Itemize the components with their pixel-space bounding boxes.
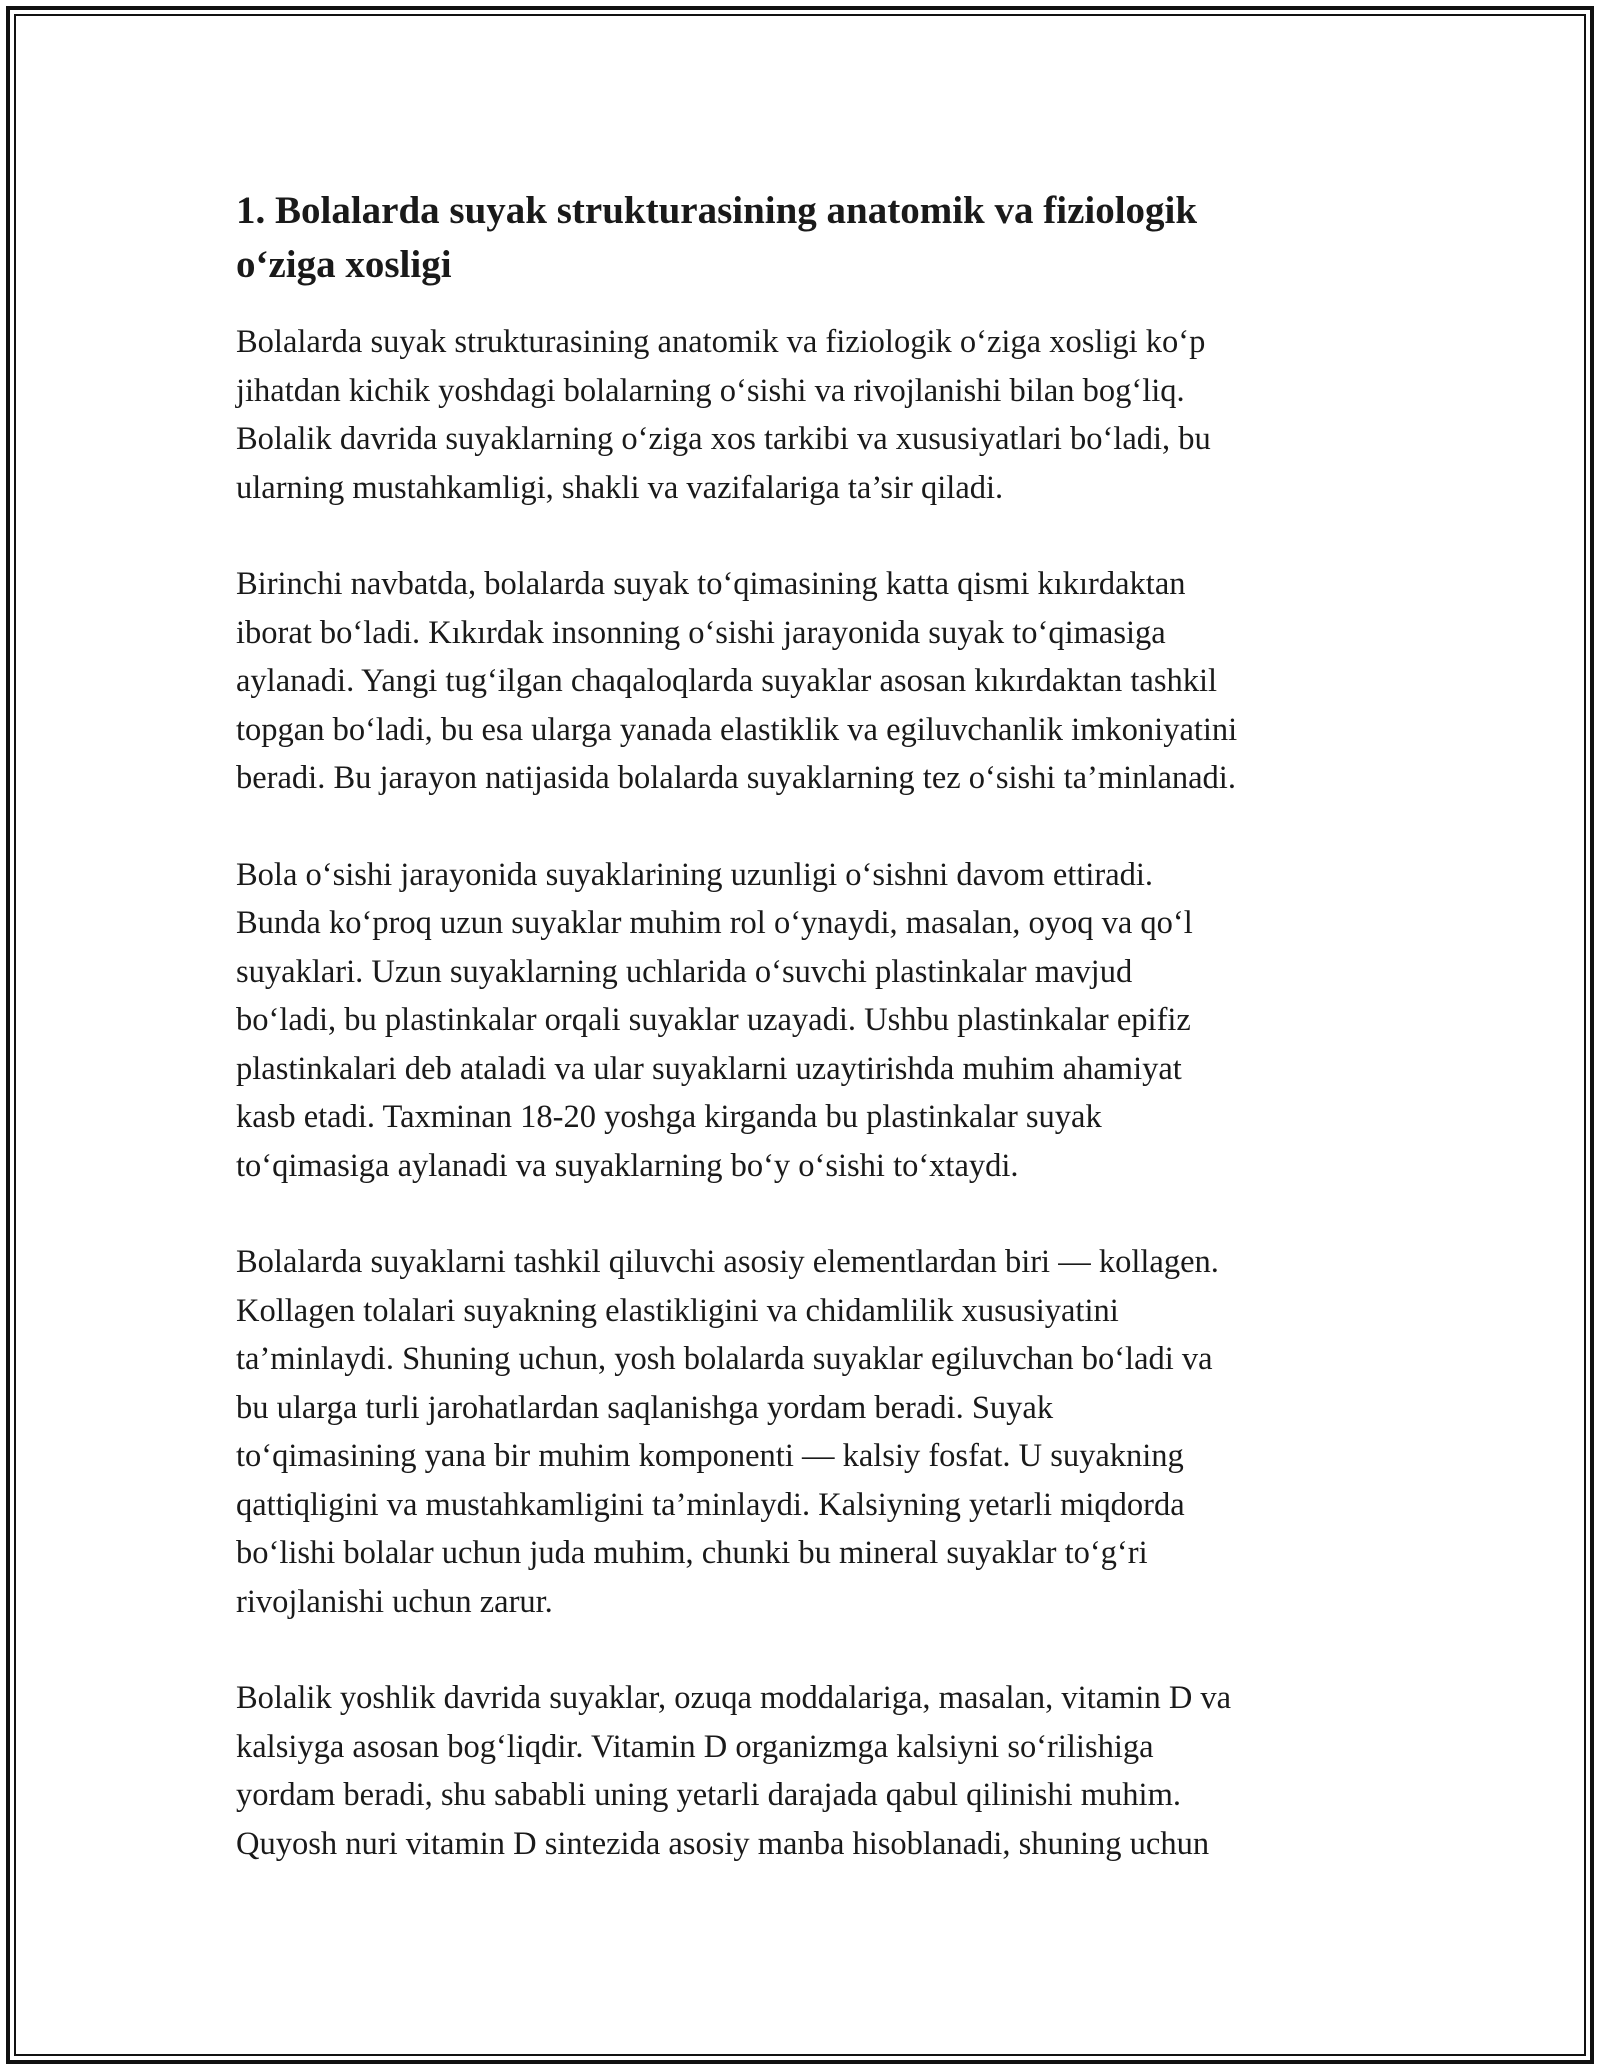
text-line: bu ularga turli jarohatlardan saqlanishga yordam beradi. Suyak — [236, 1389, 1054, 1426]
text-line: Bolalik yoshlik davrida suyaklar, ozuqa moddalariga, masalan, vitamin D va — [236, 1680, 1232, 1716]
text-line: suyaklari. Uzun suyaklarning uchlarida o‘suvchi plastinkalar mavjud — [236, 953, 1133, 990]
text-line: Bolalik davrida suyaklarning o‘ziga xos tarkibi va xususiyatlari bo‘ladi, bu — [236, 421, 1211, 457]
text-line: to‘qimasining yana bir muhim komponenti — kalsiy fosfat. U suyakning — [236, 1438, 1184, 1474]
text-line: yordam beradi, shu sababli uning yetarli darajada qabul qilinishi muhim. — [236, 1777, 1181, 1813]
text-line: Bunda ko‘proq uzun suyaklar muhim rol o‘ynaydi, masalan, oyoq va qo‘l — [236, 905, 1193, 941]
text-line: to‘qimasiga aylanadi va suyaklarning bo‘y o‘sishi to‘xtaydi. — [236, 1147, 1019, 1184]
text-line: beradi. Bu jarayon natijasida bolalarda suyaklarning tez o‘sishi ta’minlanadi. — [236, 760, 1236, 796]
section-heading — [236, 184, 1386, 292]
paragraph-5 — [236, 1674, 1386, 1868]
text-line: bo‘lishi bolalar uchun juda muhim, chunki bu mineral suyaklar to‘g‘ri — [236, 1535, 1148, 1571]
text-line: Bolalarda suyak strukturasining anatomik va fiziologik o‘ziga xosligi ko‘p — [236, 324, 1206, 360]
paragraph-2 — [236, 560, 1386, 803]
heading-line: o‘ziga xosligi — [236, 243, 452, 286]
text-line: Bola o‘sishi jarayonida suyaklarining uzunligi o‘sishni davom ettiradi. — [236, 856, 1154, 893]
text-line: kalsiyga asosan bog‘liqdir. Vitamin D organizmga kalsiyni so‘rilishiga — [236, 1728, 1154, 1765]
paragraph-3 — [236, 851, 1386, 1191]
text-line: topgan bo‘ladi, bu esa ularga yanada elastiklik va egiluvchanlik imkoniyatini — [236, 711, 1238, 748]
text-line: bo‘ladi, bu plastinkalar orqali suyaklar uzayadi. Ushbu plastinkalar epifiz — [236, 1002, 1191, 1038]
document-page — [236, 184, 1386, 1916]
heading-line: 1. Bolalarda suyak strukturasining anatomik va fiziologik — [236, 189, 1198, 232]
text-line: Quyosh nuri vitamin D sintezida asosiy manba hisoblanadi, shuning uchun — [236, 1825, 1210, 1862]
text-line: Bolalarda suyaklarni tashkil qiluvchi asosiy elementlardan biri — kollagen. — [236, 1244, 1219, 1280]
text-line: rivojlanishi uchun zarur. — [236, 1583, 553, 1620]
text-line: kasb etadi. Taxminan 18-20 yoshga kirganda bu plastinkalar suyak — [236, 1099, 1102, 1135]
text-line: jihatdan kichik yoshdagi bolalarning o‘sishi va rivojlanishi bilan bog‘liq. — [236, 372, 1185, 409]
text-line: ta’minlaydi. Shuning uchun, yosh bolalarda suyaklar egiluvchan bo‘ladi va — [236, 1341, 1213, 1377]
paragraph-4 — [236, 1238, 1386, 1626]
text-line: qattiqligini va mustahkamligini ta’minlaydi. Kalsiyning yetarli miqdorda — [236, 1486, 1185, 1523]
text-line: Kollagen tolalari suyakning elastikligini va chidamlilik xususiyatini — [236, 1292, 1119, 1329]
text-line: ularning mustahkamligi, shakli va vazifalariga ta’sir qiladi. — [236, 469, 1004, 506]
paragraph-1 — [236, 318, 1386, 512]
text-line: iborat bo‘ladi. Kıkırdak insonning o‘sishi jarayonida suyak to‘qimasiga — [236, 614, 1166, 651]
text-line: plastinkalari deb ataladi va ular suyaklarni uzaytirishda muhim ahamiyat — [236, 1050, 1182, 1087]
text-line: aylanadi. Yangi tug‘ilgan chaqaloqlarda suyaklar asosan kıkırdaktan tashkil — [236, 663, 1218, 699]
text-line: Birinchi navbatda, bolalarda suyak to‘qimasining katta qismi kıkırdaktan — [236, 566, 1186, 602]
